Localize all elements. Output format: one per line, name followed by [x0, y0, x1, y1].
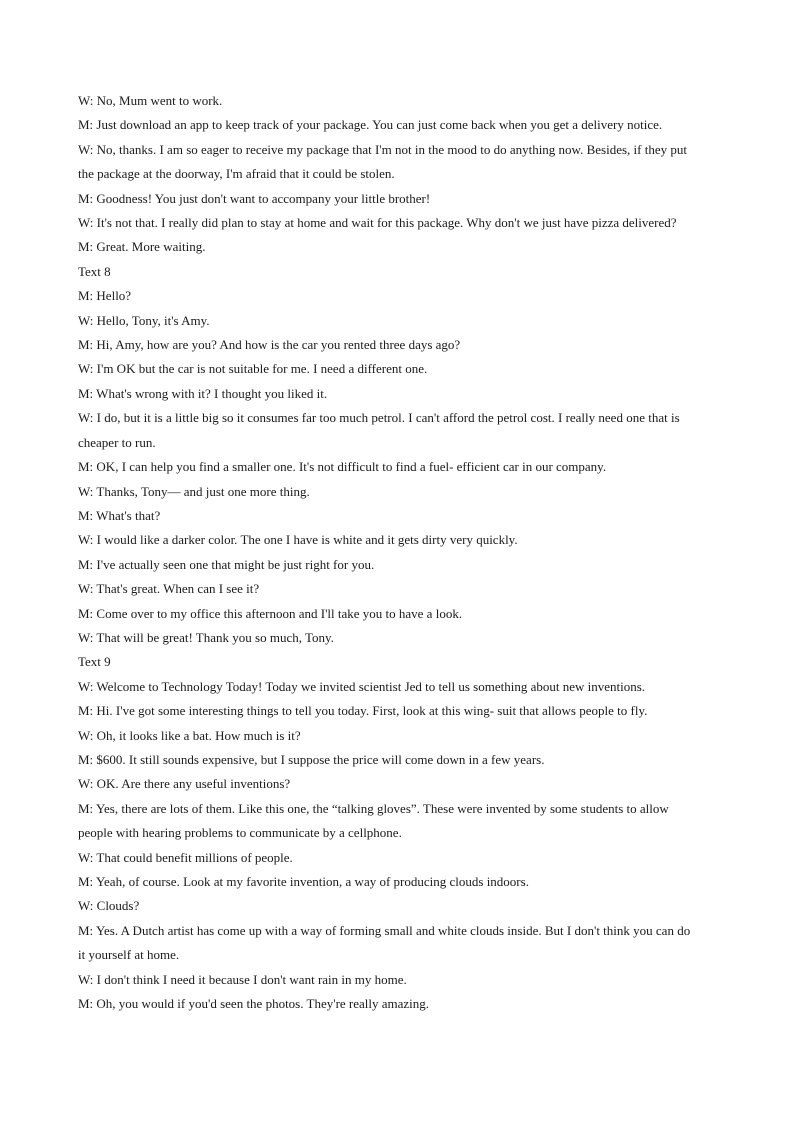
- text-line: W: Welcome to Technology Today! Today we invited scientist Jed to tell us something about new inventions.: [78, 678, 646, 694]
- transcript-text: [78, 89, 738, 1016]
- text-line: M: OK, I can help you find a smaller one. It's not difficult to find a fuel- efficient car in our company.: [78, 459, 607, 475]
- text-line: cheaper to run.: [78, 434, 156, 450]
- text-line: M: What's that?: [78, 507, 161, 523]
- text-line: W: That's great. When can I see it?: [78, 581, 260, 597]
- text-line: W: That could benefit millions of people.: [78, 849, 293, 865]
- text-line: W: I do, but it is a little big so it consumes far too much petrol. I can't afford the petrol cost. I really need one that is: [78, 410, 680, 426]
- text-line: M: I've actually seen one that might be just right for you.: [78, 556, 375, 572]
- section-heading: Text 9: [78, 654, 111, 670]
- text-line: M: What's wrong with it? I thought you liked it.: [78, 385, 328, 401]
- section-heading: Text 8: [78, 263, 111, 279]
- text-line: M: Great. More waiting.: [78, 239, 206, 255]
- text-line: M: Come over to my office this afternoon and I'll take you to have a look.: [78, 605, 463, 621]
- text-line: W: I would like a darker color. The one I have is white and it gets dirty very quickly.: [78, 532, 518, 548]
- text-line: it yourself at home.: [78, 947, 180, 963]
- text-line: M: Yeah, of course. Look at my favorite invention, a way of producing clouds indoors.: [78, 874, 529, 889]
- text-line: M: Goodness! You just don't want to accompany your little brother!: [78, 190, 431, 206]
- text-line: W: OK. Are there any useful inventions?: [78, 776, 291, 792]
- text-line: people with hearing problems to communicate by a cellphone.: [78, 825, 402, 841]
- text-line: W: No, thanks. I am so eager to receive my package that I'm not in the mood to do anything now. Besides, if they put: [78, 141, 687, 157]
- text-line: W: Oh, it looks like a bat. How much is it?: [78, 727, 301, 743]
- text-line: M: Yes, there are lots of them. Like this one, the “talking gloves”. These were invented by some students to allow: [78, 800, 669, 816]
- text-line: W: Clouds?: [78, 898, 140, 914]
- text-line: W: No, Mum went to work.: [78, 93, 223, 108]
- text-line: the package at the doorway, I'm afraid that it could be stolen.: [78, 166, 395, 182]
- text-line: M: Hello?: [78, 288, 132, 304]
- text-line: M: $600. It still sounds expensive, but I suppose the price will come down in a few years.: [78, 751, 545, 767]
- text-line: M: Yes. A Dutch artist has come up with a way of forming small and white clouds inside. But I don't think you can do: [78, 922, 691, 938]
- text-line: M: Just download an app to keep track of your package. You can just come back when you get a delivery notice.: [78, 117, 663, 133]
- text-line: M: Oh, you would if you'd seen the photos. They're really amazing.: [78, 996, 430, 1012]
- text-line: W: I'm OK but the car is not suitable for me. I need a different one.: [78, 361, 428, 377]
- text-line: M: Hi. I've got some interesting things to tell you today. First, look at this wing- suit that allows people to fly.: [78, 703, 648, 719]
- text-line: W: It's not that. I really did plan to stay at home and wait for this package. Why don't we just have pizza delivered?: [78, 215, 677, 231]
- text-line: W: That will be great! Thank you so much, Tony.: [78, 629, 334, 645]
- text-line: W: Thanks, Tony— and just one more thing.: [78, 483, 310, 499]
- text-line: M: Hi, Amy, how are you? And how is the car you rented three days ago?: [78, 337, 461, 353]
- text-line: W: Hello, Tony, it's Amy.: [78, 312, 210, 328]
- text-line: W: I don't think I need it because I don't want rain in my home.: [78, 971, 407, 987]
